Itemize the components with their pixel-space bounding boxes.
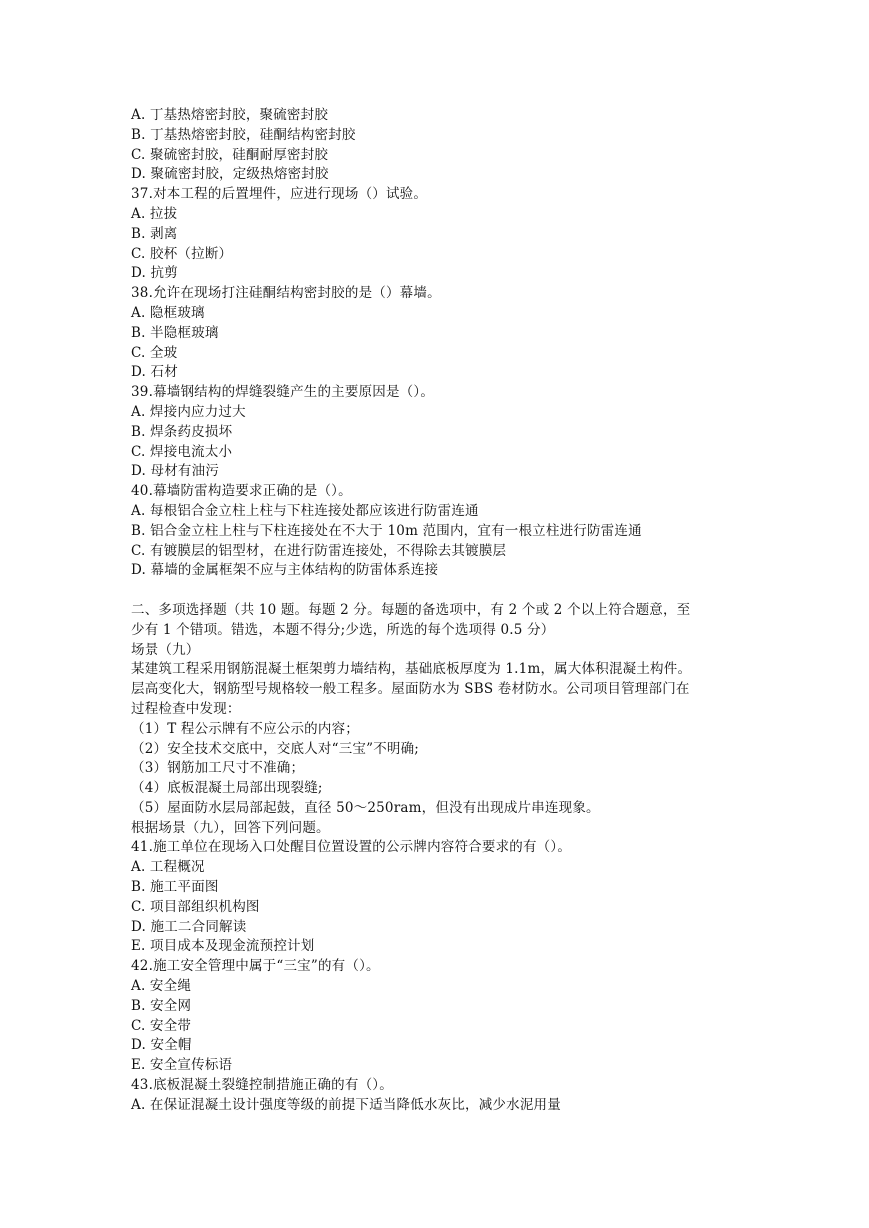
text-line: D. 施工二合同解读 [131, 918, 247, 935]
question-41: 41.施工单位在现场入口处醒目位置设置的公示牌内容符合要求的有（）。 [131, 839, 572, 856]
text-line: 某建筑工程采用钢筋混凝土框架剪力墙结构，基础底板厚度为 1.1m，属大体积混凝土构件。 [131, 661, 692, 678]
question-38: 38.允许在现场打注硅酮结构密封胶的是（）幕墙。 [131, 285, 441, 302]
question-43: 43.底板混凝土裂缝控制措施正确的有（）。 [131, 1077, 393, 1094]
section-gap [131, 581, 831, 601]
text-line: E. 安全宣传标语 [131, 1057, 233, 1074]
section-heading-cont: 少有 1 个错项。错选，本题不得分;少选，所选的每个选项得 0.5 分） [131, 621, 555, 638]
text-line: C. 焊接电流太小 [131, 443, 233, 460]
text-line: B. 丁基热熔密封胶，硅酮结构密封胶 [131, 126, 356, 143]
text-line: A. 焊接内应力过大 [131, 403, 246, 420]
text-line: C. 全玻 [131, 344, 178, 361]
section-heading: 二、多项选择题（共 10 题。每题 2 分。每题的备选项中，有 2 个或 2 个以上符合题意，至 [131, 601, 691, 618]
text-line: A. 隐框玻璃 [131, 304, 205, 321]
text-line: B. 半隐框玻璃 [131, 324, 219, 341]
text-line: B. 剥离 [131, 225, 178, 242]
text-line: E. 项目成本及现金流预控计划 [131, 938, 315, 955]
text-line: B. 焊条药皮损坏 [131, 423, 233, 440]
text-line: C. 胶杯（拉断） [131, 245, 233, 262]
text-line: D. 安全帽 [131, 1037, 192, 1054]
single-choice-section [131, 106, 831, 581]
question-37: 37.对本工程的后置埋件，应进行现场（）试验。 [131, 186, 428, 203]
text-line: D. 抗剪 [131, 265, 178, 282]
text-line: D. 聚硫密封胶，定级热熔密封胶 [131, 166, 329, 183]
text-line: （2）安全技术交底中，交底人对“三宝”不明确; [131, 740, 420, 757]
text-line: C. 安全带 [131, 1017, 192, 1034]
text-line: （4）底板混凝土局部出现裂缝; [131, 780, 323, 797]
text-line: C. 有镀膜层的铝型材，在进行防雷连接处，不得除去其镀膜层 [131, 542, 507, 559]
text-line: A. 拉拔 [131, 205, 178, 222]
text-line: A. 工程概况 [131, 859, 205, 876]
text-line: 层高变化大，钢筋型号规格较一般工程多。屋面防水为 SBS 卷材防水。公司项目管理部门在 [131, 681, 690, 698]
text-line: 过程检查中发现： [131, 700, 241, 717]
scenario-title: 场景（九） [131, 641, 200, 658]
text-line: （1）T 程公示牌有不应公示的内容； [131, 720, 359, 737]
document-body [131, 106, 831, 1116]
text-line: D. 石材 [131, 364, 178, 381]
text-line: B. 施工平面图 [131, 879, 219, 896]
text-line: D. 母材有油污 [131, 463, 220, 480]
question-42: 42.施工安全管理中属于“三宝”的有（）。 [131, 958, 380, 975]
text-line: A. 丁基热熔密封胶，聚硫密封胶 [131, 107, 329, 123]
text-line: B. 铝合金立柱上柱与下柱连接处在不大于 10m 范围内，宜有一根立柱进行防雷连通 [131, 522, 642, 539]
text-line: A. 在保证混凝土设计强度等级的前提下适当降低水灰比，减少水泥用量 [131, 1096, 561, 1113]
text-line: C. 项目部组织机构图 [131, 898, 260, 915]
question-40: 40.幕墙防雷构造要求正确的是（）。 [131, 483, 352, 500]
text-line: B. 安全网 [131, 997, 192, 1014]
text-line: D. 幕墙的金属框架不应与主体结构的防雷体系连接 [131, 562, 439, 579]
multiple-choice-section [131, 601, 831, 1116]
text-line: C. 聚硫密封胶，硅酮耐厚密封胶 [131, 146, 329, 163]
text-line: （5）屋面防水层局部起鼓，直径 50～250ram，但没有出现成片串连现象。 [131, 799, 600, 816]
text-line: 根据场景（九），回答下列问题。 [131, 819, 330, 836]
text-line: （3）钢筋加工尺寸不准确； [131, 760, 305, 777]
text-line: A. 每根铝合金立柱上柱与下柱连接处都应该进行防雷连通 [131, 502, 479, 519]
question-39: 39.幕墙钢结构的焊缝裂缝产生的主要原因是（）。 [131, 384, 435, 401]
text-line: A. 安全绳 [131, 978, 192, 995]
